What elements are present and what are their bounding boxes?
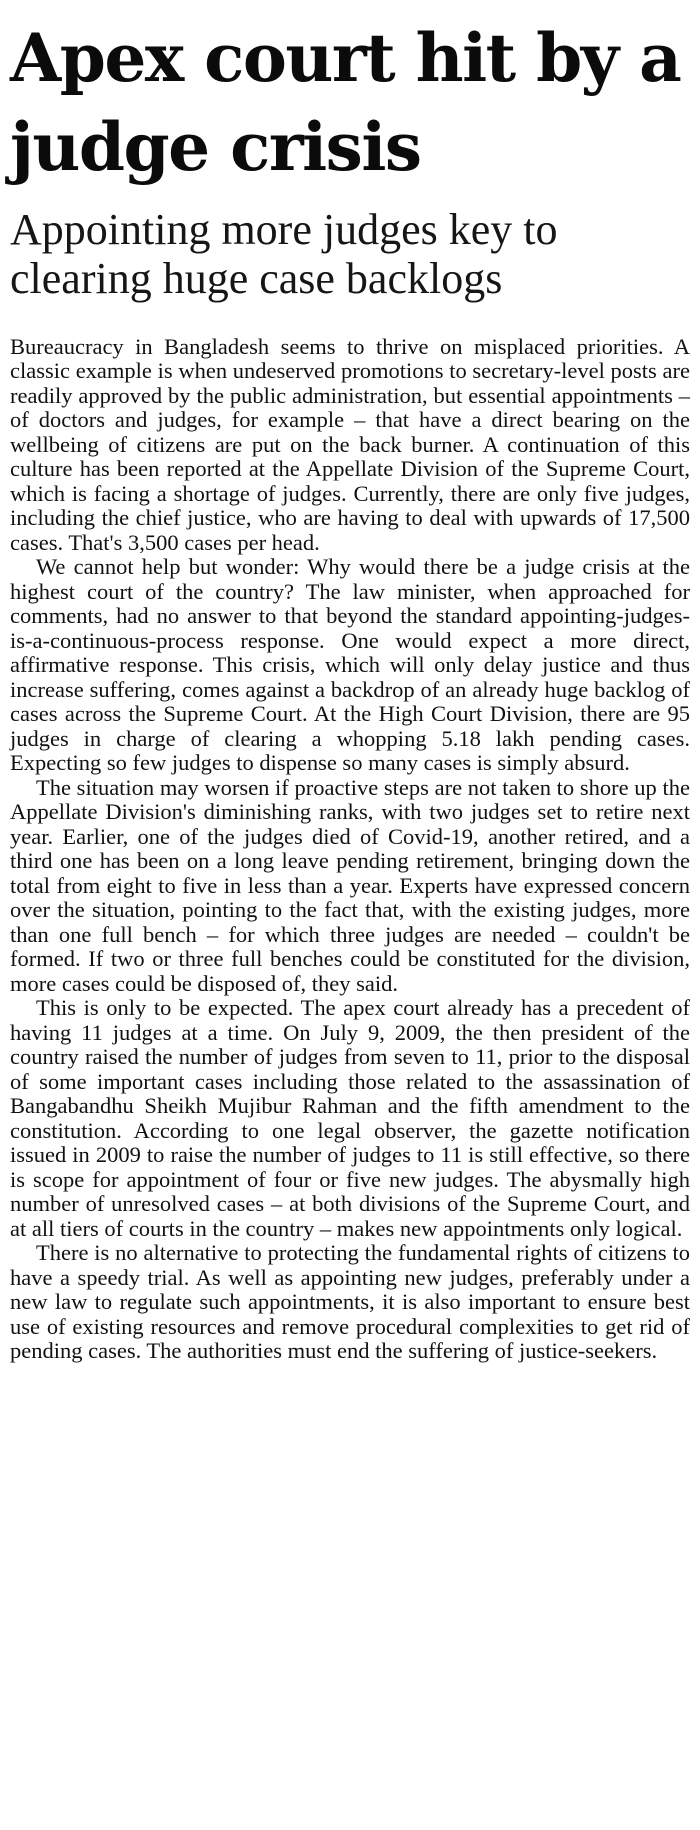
paragraph-1: Bureaucracy in Bangladesh seems to thrive on misplaced priorities. A classic example is when undeserved promotions to secretary-level posts are readily approved by the public administration, but essential appointments – of doctors and judges, for example – that have a direct bearing on the wellbeing of citizens are put on the back burner. A continuation of this culture has been reported at the Appellate Division of the Supreme Court, which is facing a shortage of judges. Currently, there are only five judges, including the chief justice, who are having to deal with upwards of 17,500 cases. That's 3,500 cases per head.: [10, 333, 690, 555]
article: [10, 0, 690, 1364]
paragraph-5: There is no alternative to protecting the fundamental rights of citizens to have a speedy trial. As well as appointing new judges, preferably under a new law to regulate such appointments, it is also important to ensure best use of existing resources and remove procedural complexities to get rid of pending cases. The authorities must end the suffering of justice-seekers.: [10, 1240, 690, 1364]
paragraph-2: We cannot help but wonder: Why would there be a judge crisis at the highest court of the country? The law minister, when approached for comments, had no answer to that beyond the standard appointing-judges-is-a-continuous-process response. One would expect a more direct, affirmative response. This crisis, which will only delay justice and thus increase suffering, comes against a backdrop of an already huge backlog of cases across the Supreme Court. At the High Court Division, there are 95 judges in charge of clearing a whopping 5.18 lakh pending cases. Expecting so few judges to dispense so many cases is simply absurd.: [10, 554, 690, 776]
paragraph-3: The situation may worsen if proactive steps are not taken to shore up the Appellate Division's diminishing ranks, with two judges set to retire next year. Earlier, one of the judges died of Covid-19, another retired, and a third one has been on a long leave pending retirement, bringing down the total from eight to five in less than a year. Experts have expressed concern over the situation, pointing to the fact that, with the existing judges, more than one full bench – for which three judges are needed – couldn't be formed. If two or three full benches could be constituted for the division, more cases could be disposed of, they said.: [10, 774, 690, 996]
headline: Apex court hit by a judge crisis: [10, 19, 681, 187]
subheadline: Appointing more judges key to clearing huge case backlogs: [10, 205, 558, 303]
paragraph-4: This is only to be expected. The apex court already has a precedent of having 11 judges at a time. On July 9, 2009, the then president of the country raised the number of judges from seven to 11, prior to the disposal of some important cases including those related to the assassination of Bangabandhu Sheikh Mujibur Rahman and the fifth amendment to the constitution. According to one legal observer, the gazette notification issued in 2009 to raise the number of judges to 11 is still effective, so there is scope for appointment of four or five new judges. The abysmally high number of unresolved cases – at both divisions of the Supreme Court, and at all tiers of courts in the country – makes new appointments only logical.: [10, 995, 690, 1241]
article-body: [10, 335, 690, 1364]
